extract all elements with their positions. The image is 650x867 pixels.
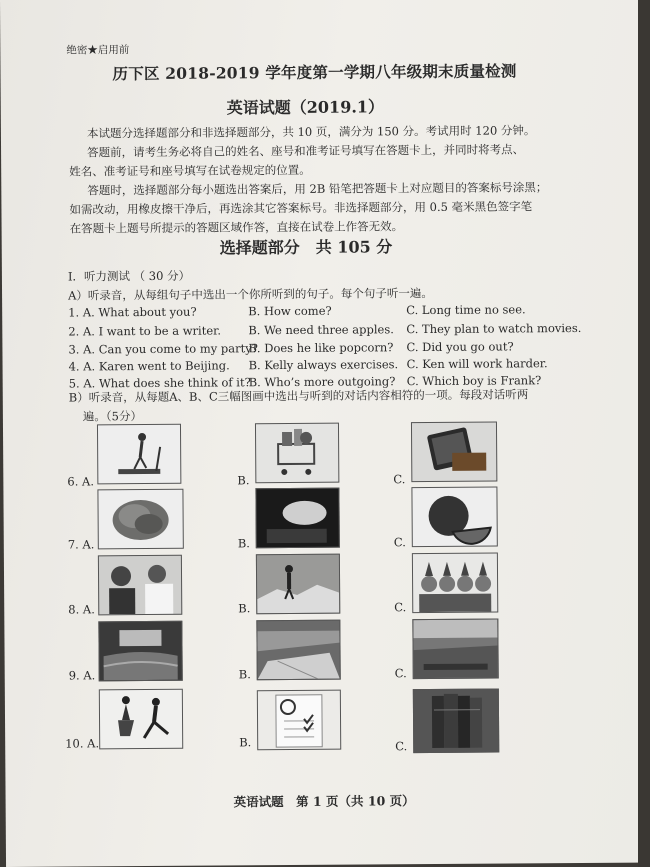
question-label: 6. A. <box>67 474 95 489</box>
theater-picture <box>98 621 182 682</box>
question-label: 8. A. <box>68 602 95 617</box>
question-option: B. We need three apples. <box>248 322 394 338</box>
confidential-mark: 绝密★启用前 <box>66 44 130 57</box>
dancers-picture <box>99 689 183 750</box>
question-label: 10. A. <box>65 736 100 751</box>
report-card-picture <box>257 690 341 751</box>
tablet-picture <box>411 422 497 483</box>
question-option: 3. A. Can you come to my party? <box>68 341 258 357</box>
question-option: C. Ken will work harder. <box>406 356 548 372</box>
lettuce-picture <box>97 489 183 550</box>
option-label: C. <box>394 666 407 681</box>
subsection-b: B）听录音，从每题A、B、C三幅图画中选出与听到的对话内容相符的一项。每段对话听两 <box>68 387 529 405</box>
treadmill-picture <box>97 424 181 485</box>
instruction-line: 在答题卡上题号所提示的答题区域作答，直接在试卷上作答无效。 <box>69 219 404 236</box>
page-footer: 英语试题 第 1 页（共 10 页） <box>233 793 415 810</box>
doctor-picture <box>98 555 182 616</box>
instruction-line: 本试题分选择题部分和非选择题部分，共 10 页，满分为 150 分。考试用时 120 分钟。 <box>86 123 536 141</box>
subsection-a: A）听录音，从每组句子中选出一个你所听到的句子。每个句子听一遍。 <box>68 285 433 303</box>
question-option: 2. A. I want to be a writer. <box>68 323 222 339</box>
subject-title: 英语试题（2019.1） <box>226 97 385 118</box>
salt-picture <box>255 488 339 549</box>
exam-title: 历下区 2018-2019 学年度第一学期八年级期末质量检测 <box>112 61 517 84</box>
question-option: B. Does he like popcorn? <box>248 340 394 356</box>
books-picture <box>413 689 499 754</box>
option-label: B. <box>238 667 251 682</box>
option-label: C. <box>394 600 407 615</box>
option-label: C. <box>395 739 408 754</box>
question-option: C. They plan to watch movies. <box>406 320 582 337</box>
question-option: 4. A. Karen went to Beijing. <box>68 358 230 374</box>
question-option: B. Kelly always exercises. <box>248 357 399 373</box>
section-title: 选择题部分 共 105 分 <box>219 237 393 258</box>
option-label: B. <box>239 735 252 750</box>
question-option: B. Who’s more outgoing? <box>248 374 396 390</box>
hiker-picture <box>256 554 340 615</box>
option-label: B. <box>238 601 251 616</box>
part-title: I．听力测试 （ 30 分） <box>67 268 191 284</box>
instruction-line: 姓名、准考证号和座号填写在试卷规定的位置。 <box>69 162 311 179</box>
stadium-picture <box>256 620 340 681</box>
instruction-line: 答题时，选择题部分每小题选出答案后，用 2B 铅笔把答题卡上对应题目的答案标号涂黑； <box>87 180 548 198</box>
shopping-cart-picture <box>255 423 339 484</box>
option-label: C. <box>393 535 406 550</box>
question-label: 9. A. <box>68 668 96 683</box>
party-kids-picture <box>412 553 498 614</box>
question-option: 5. A. What does she think of it? <box>68 375 251 391</box>
option-label: C. <box>393 472 406 487</box>
watermelon-picture <box>411 487 497 548</box>
question-option: C. Long time no see. <box>406 302 526 318</box>
question-option: C. Which boy is Frank? <box>406 373 542 389</box>
question-option: C. Did you go out? <box>406 339 514 355</box>
option-label: B. <box>237 473 250 488</box>
instruction-line: 答题前，请考生务必将自己的姓名、座号和准考证号填写在答题卡上，并同时将考点、 <box>87 142 525 160</box>
option-label: B. <box>237 536 250 551</box>
background-edge <box>638 0 650 867</box>
sports-field-picture <box>412 619 498 680</box>
instruction-line: 如需改动，用橡皮擦干净后，再选涂其它答案标号。非选择题部分，用 0.5 毫米黑色签字笔 <box>69 199 533 217</box>
question-option: B. How come? <box>248 303 332 319</box>
question-option: 1. A. What about you? <box>68 304 197 320</box>
question-label: 7. A. <box>67 537 95 552</box>
subsection-b-cont: 遍。（5分） <box>82 409 143 424</box>
